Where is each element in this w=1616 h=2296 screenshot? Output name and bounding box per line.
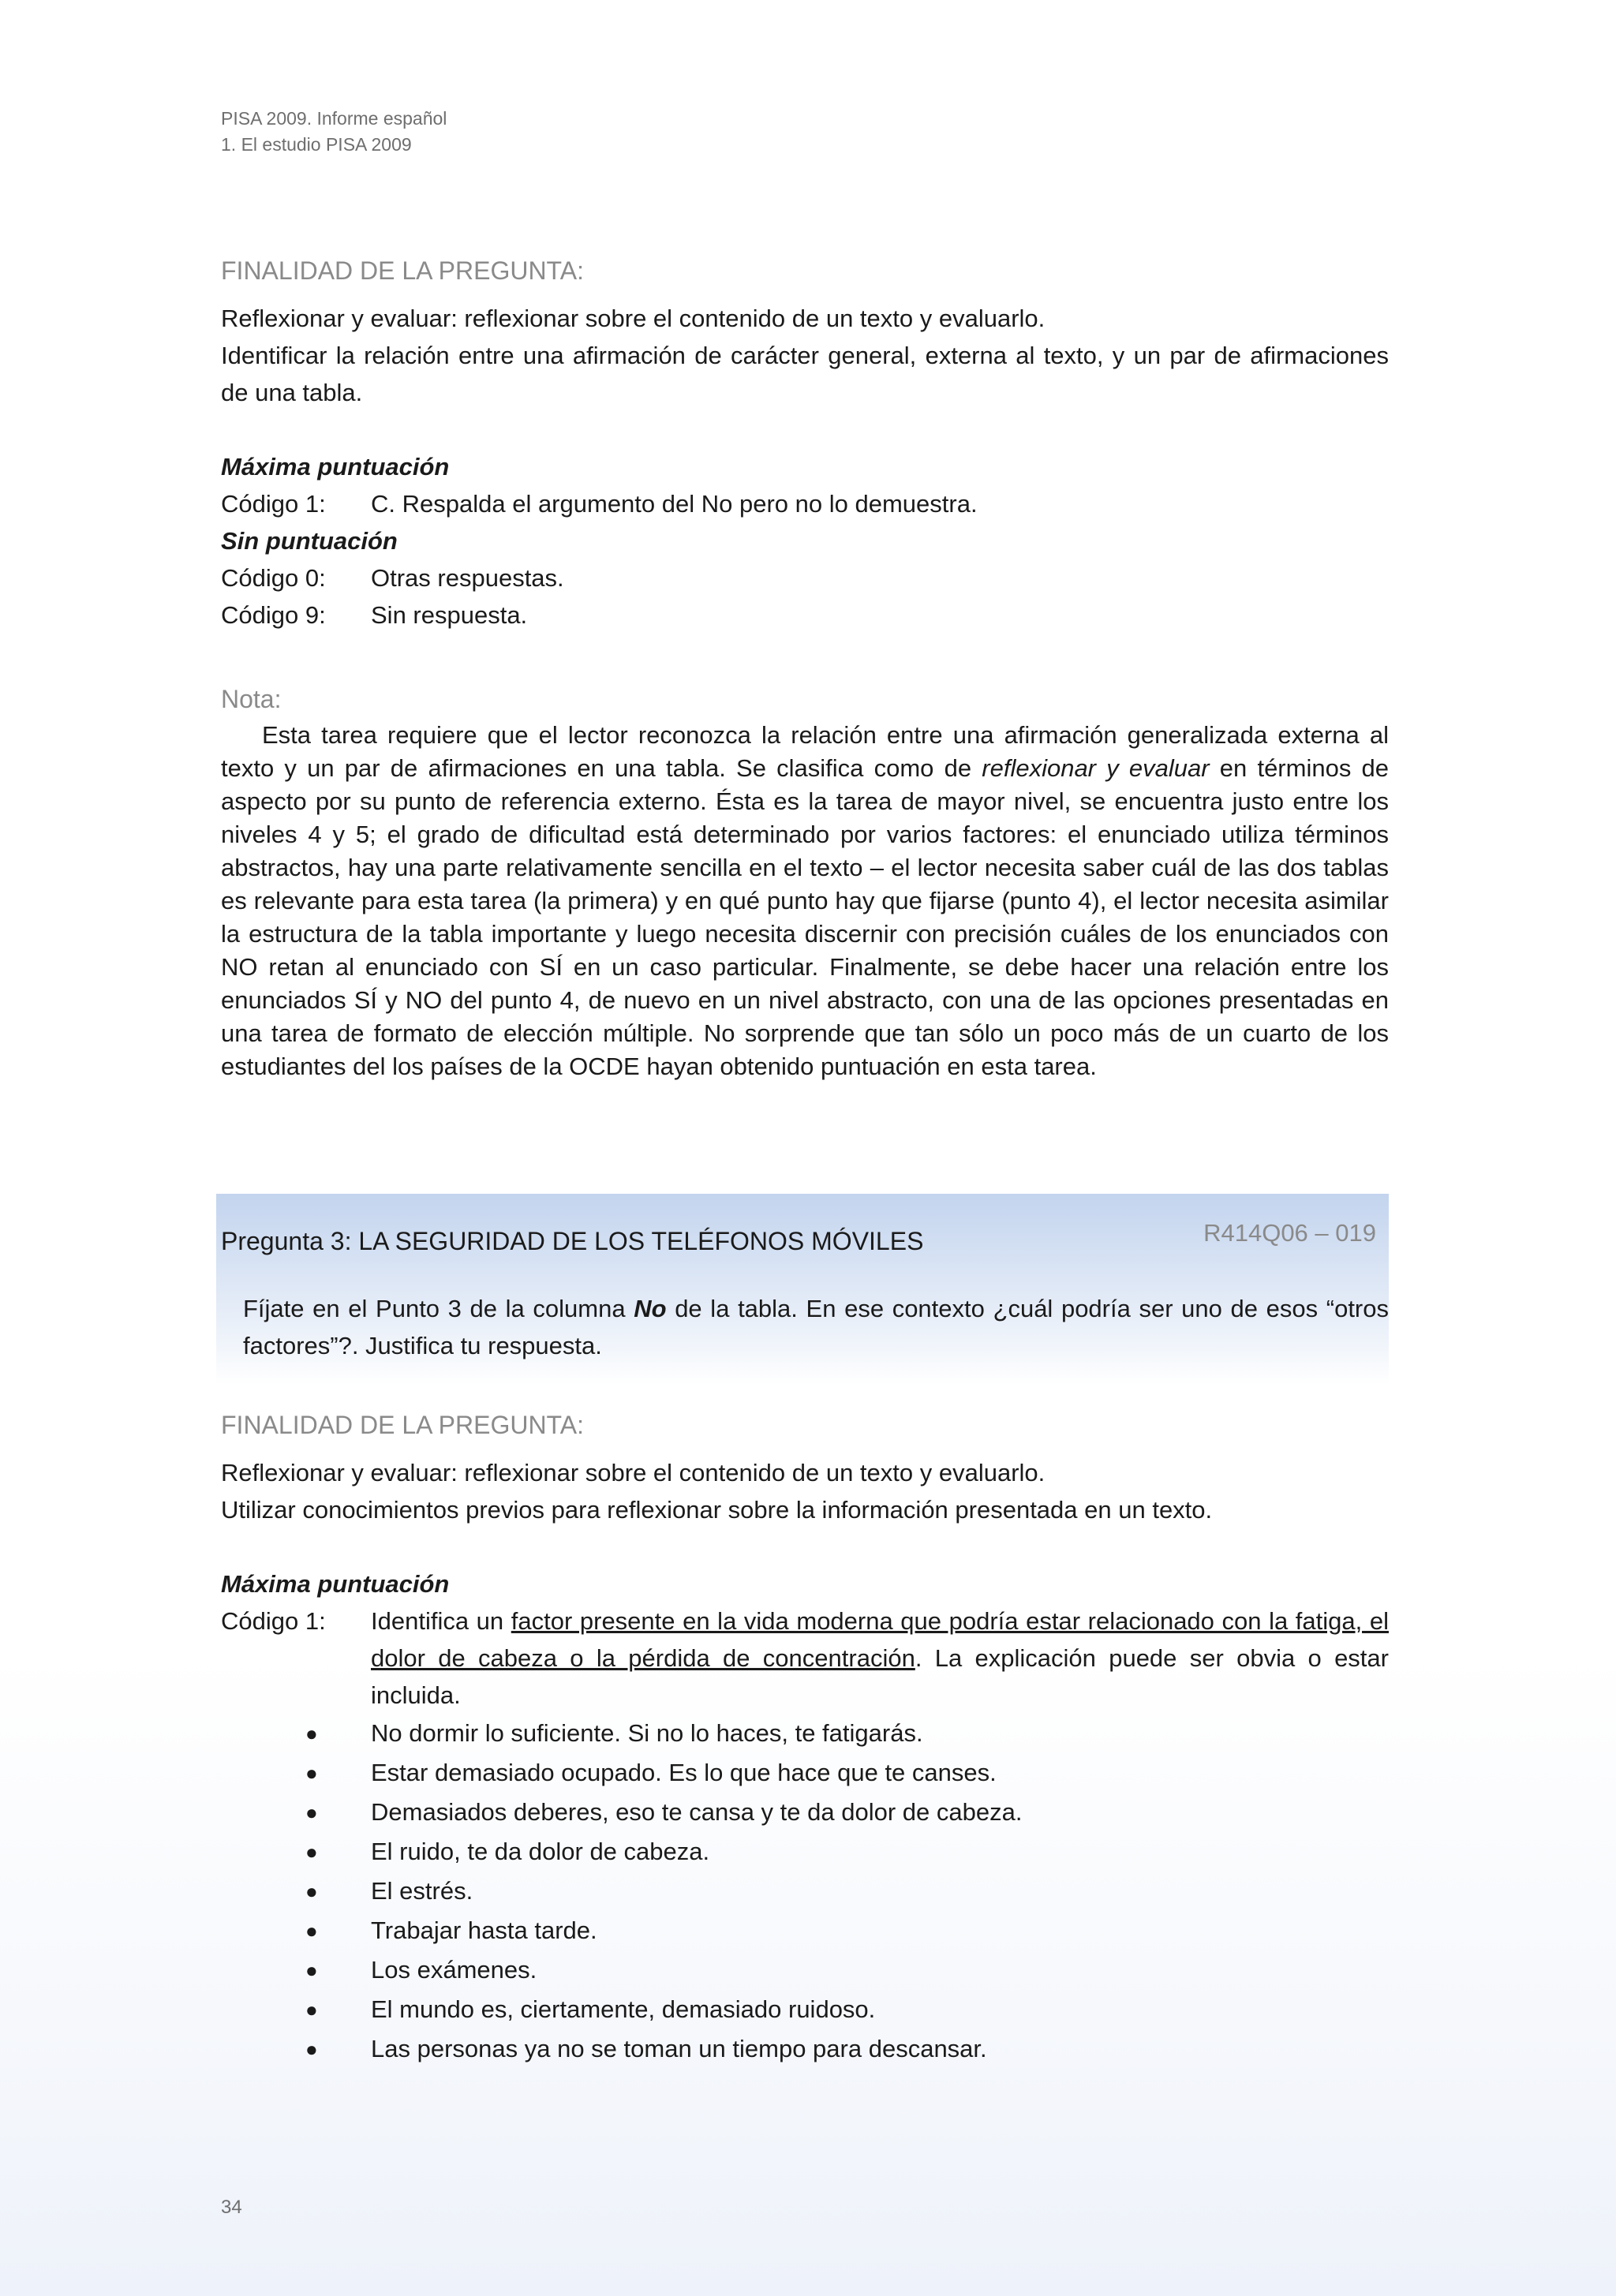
code-text (371, 1602, 1389, 1714)
list-item-text: El estrés. (371, 1877, 473, 1905)
list-item (221, 1832, 1389, 1872)
sin-puntuacion-heading: Sin puntuación (221, 527, 398, 555)
bullet-icon: ● (305, 2037, 318, 2061)
bullet-icon: ● (305, 1722, 318, 1745)
running-header (221, 106, 447, 158)
list-item-text: Demasiados deberes, eso te cansa y te da dolor de cabeza. (371, 1798, 1023, 1826)
bullet-icon: ● (305, 1919, 318, 1943)
code-row (221, 485, 1389, 522)
finalidad-heading: FINALIDAD DE LA PREGUNTA: (221, 1411, 584, 1439)
question-code: R414Q06 – 019 (1203, 1219, 1376, 1247)
list-item-text: Las personas ya no se toman un tiempo para descansar. (371, 2035, 987, 2062)
list-item (221, 1950, 1389, 1990)
code-text: Otras respuestas. (371, 564, 564, 592)
nota-text: en términos de aspecto por su punto de referencia externo. Ésta es la tarea de mayor nivel, se encuentra justo entre los niveles 4 y 5; el grado de dificultad está determinado por varios factores: el enunciado utiliza términos abstractos, hay una parte relativamente sencilla en el texto – el lector necesita saber cuál de las dos tablas es relevante para esta tarea (la primera) y en qué punto hay que fijarse (punto 4), el lector necesita asimilar la estructura de la tabla importante y luego necesita discernir con precisión cuáles de los enunciados con NO retan al enunciado con SÍ en un caso particular. Finalmente, se debe hacer una relación entre los enunciados SÍ y NO del punto 4, de nuevo en un nivel abstracto, con una de las opciones presentadas en una tarea de formato de elección múltiple. No sorprende que tan sólo un poco más de un cuarto de los estudiantes del los países de la OCDE hayan obtenido puntuación en esta tarea. (221, 754, 1389, 1080)
page-content (221, 251, 1389, 2069)
finalidad-heading: FINALIDAD DE LA PREGUNTA: (221, 256, 584, 285)
example-answers-list (221, 1714, 1389, 2069)
bullet-icon: ● (305, 1840, 318, 1864)
maxima-puntuacion-heading: Máxima puntuación (221, 1570, 450, 1598)
list-item (221, 1793, 1389, 1832)
running-header-title: PISA 2009. Informe español (221, 108, 447, 129)
nota-heading: Nota: (221, 685, 282, 713)
code-label: Código 1: (221, 490, 326, 518)
list-item-text: El ruido, te da dolor de cabeza. (371, 1838, 710, 1865)
nota-italic-term: reflexionar y evaluar (982, 754, 1210, 782)
list-item (221, 1911, 1389, 1950)
code-label: Código 0: (221, 564, 326, 592)
bullet-icon: ● (305, 1801, 318, 1824)
list-item (221, 2029, 1389, 2069)
question-text: de la tabla. En ese contexto ¿cuál podría ser uno de esos “otros factores”?. Justifica tu respuesta. (243, 1295, 1389, 1359)
list-item (221, 1990, 1389, 2029)
bullet-icon: ● (305, 1958, 318, 1982)
list-item (221, 1714, 1389, 1753)
finalidad-line: Utilizar conocimientos previos para reflexionar sobre la información presentada en un texto. (221, 1496, 1213, 1524)
question-box (216, 1194, 1389, 1385)
list-item-text: El mundo es, ciertamente, demasiado ruidoso. (371, 1995, 876, 2023)
page-number: 34 (221, 2197, 242, 2218)
code-text-prefix: Identifica un (371, 1607, 511, 1635)
bullet-icon: ● (305, 1761, 318, 1785)
list-item-text: No dormir lo suficiente. Si no lo haces, te fatigarás. (371, 1719, 923, 1747)
bullet-icon: ● (305, 1879, 318, 1903)
code-text-suffix: . La explicación puede ser obvia o estar incluida. (371, 1644, 1389, 1709)
code-row (221, 559, 1389, 596)
code-text-underlined: factor presente en la vida moderna que podría estar relacionado con la fatiga, el dolor de cabeza o la pérdida de concentración (371, 1607, 1389, 1672)
question-title: Pregunta 3: LA SEGURIDAD DE LOS TELÉFONOS MÓVILES (221, 1227, 924, 1255)
bullet-icon: ● (305, 1998, 318, 2021)
finalidad-line: Identificar la relación entre una afirmación de carácter general, externa al texto, y un par de afirmaciones de una tabla. (221, 342, 1389, 406)
nota-paragraph (221, 719, 1389, 1083)
list-item-text: Estar demasiado ocupado. Es lo que hace que te canses. (371, 1759, 997, 1786)
code-text: Sin respuesta. (371, 601, 528, 629)
question-bold-term: No (634, 1295, 667, 1322)
question-body (243, 1290, 1389, 1364)
maxima-puntuacion-heading: Máxima puntuación (221, 453, 450, 481)
code-row (221, 1602, 1389, 1714)
list-item-text: Trabajar hasta tarde. (371, 1916, 597, 1944)
question-text: Fíjate en el Punto 3 de la columna (243, 1295, 634, 1322)
code-label: Código 1: (221, 1607, 326, 1635)
code-text: C. Respalda el argumento del No pero no lo demuestra. (371, 490, 978, 518)
list-item (221, 1872, 1389, 1911)
code-label: Código 9: (221, 601, 326, 629)
finalidad-line: Reflexionar y evaluar: reflexionar sobre el contenido de un texto y evaluarlo. (221, 1459, 1046, 1486)
nota-text: Esta tarea requiere que el lector reconozca la relación entre una afirmación generalizada externa al texto y un par de afirmaciones en una tabla. Se clasifica como de (221, 721, 1389, 782)
list-item (221, 1753, 1389, 1793)
code-row (221, 596, 1389, 634)
finalidad-line: Reflexionar y evaluar: reflexionar sobre el contenido de un texto y evaluarlo. (221, 305, 1046, 332)
list-item-text: Los exámenes. (371, 1956, 537, 1984)
running-header-chapter: 1. El estudio PISA 2009 (221, 134, 412, 155)
